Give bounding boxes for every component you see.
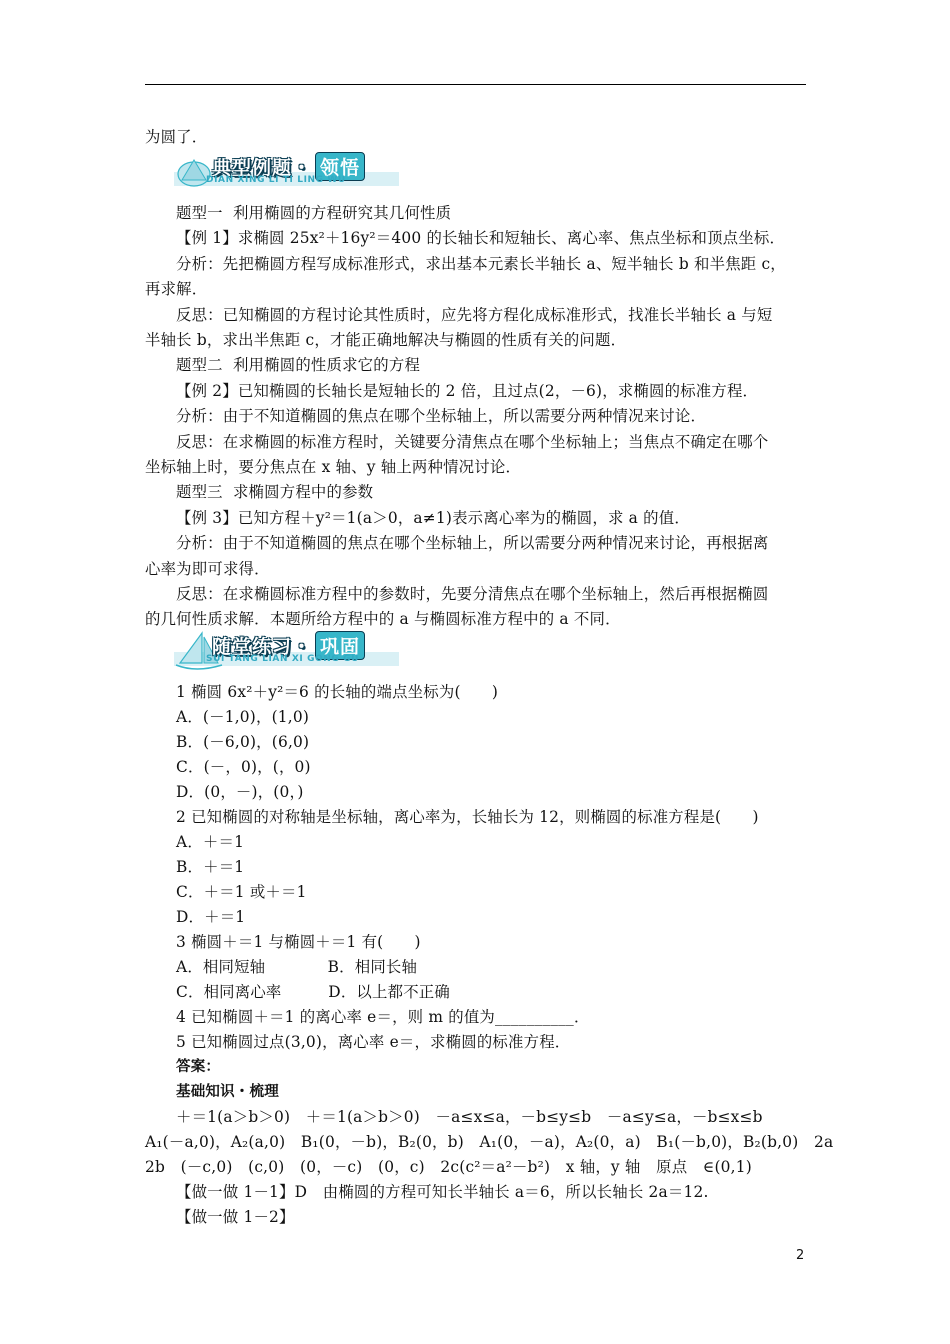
text-line: B．(－6,0)，(6,0) <box>176 733 310 751</box>
text-line: 分析：由于不知道椭圆的焦点在哪个坐标轴上，所以需要分两种情况来讨论． <box>176 407 707 426</box>
section-banner-examples <box>172 148 412 194</box>
text-line: A₁(－a,0)，A₂(a,0) B₁(0，－b)，B₂(0，b) A₁(0，－a)，A₂(0，a) B₁(－b,0)，B₂(b,0) 2a <box>145 1133 834 1151</box>
text-line: 分析：先把椭圆方程写成标准形式，求出基本元素长半轴长 a、短半轴长 b 和半焦距 c， <box>176 254 786 273</box>
text-line: 反思：已知椭圆的方程讨论其性质时，应先将方程化成标准形式，找准长半轴长 a 与短 <box>176 305 773 324</box>
text-line: A．相同短轴 B．相同长轴 <box>176 958 418 976</box>
text-line: 题型二 利用椭圆的性质求它的方程 <box>176 356 421 375</box>
text-line: D．＋＝1 <box>176 908 246 926</box>
banner-badge: 领悟 <box>315 152 365 181</box>
text-line: 的几何性质求解．本题所给方程中的 a 与椭圆标准方程中的 a 不同． <box>145 610 621 629</box>
header-rule <box>145 84 806 85</box>
banner-pinyin: SUI TANG LIAN XI GONG GU <box>206 654 360 664</box>
text-line: 分析：由于不知道椭圆的焦点在哪个坐标轴上，所以需要分两种情况来讨论，再根据离 <box>176 534 769 553</box>
text-line: A．＋＝1 <box>176 833 245 851</box>
text-line: C．(－，0)，(，0) <box>176 758 311 776</box>
text-line: 半轴长 b，求出半焦距 c，才能正确地解决与椭圆的性质有关的问题． <box>145 331 627 349</box>
text-line: D．(0，－)，(0，) <box>176 783 304 801</box>
text-line: 3 椭圆＋＝1 与椭圆＋＝1 有( ) <box>176 933 421 951</box>
text-line: 1 椭圆 6x²＋y²＝6 的长轴的端点坐标为( ) <box>176 683 499 701</box>
text-line: 题型三 求椭圆方程中的参数 <box>176 483 374 502</box>
text-line: 2 已知椭圆的对称轴是坐标轴，离心率为，长轴长为 12，则椭圆的标准方程是( ) <box>176 808 759 826</box>
section-banner-practice <box>172 627 412 673</box>
text-line: 反思：在求椭圆标准方程中的参数时，先要分清焦点在哪个坐标轴上，然后再根据椭圆 <box>176 585 769 603</box>
text-line: 【例 1】求椭圆 25x²＋16y²＝400 的长轴长和短轴长、离心率、焦点坐标和顶点坐标． <box>176 229 786 248</box>
banner-title: 随堂练习・ 巩固 <box>212 631 365 660</box>
text-line: 题型一 利用椭圆的方程研究其几何性质 <box>176 204 452 222</box>
text-line: 再求解． <box>145 280 208 299</box>
text-line: 2b (－c,0) (c,0) (0，－c) (0，c) 2c(c²＝a²－b²) x 轴，y 轴 原点 ∈(0,1) <box>145 1158 752 1176</box>
text-line: 【例 3】已知方程＋y²＝1(a＞0，a≠1)表示离心率为的椭圆，求 a 的值． <box>176 508 690 527</box>
banner-pinyin: DIAN XING LI TI LING WU <box>206 175 346 185</box>
text-line: A．(－1,0)，(1,0) <box>176 708 310 726</box>
text-line: 反思：在求椭圆的标准方程时，关键要分清焦点在哪个坐标轴上；当焦点不确定在哪个 <box>176 432 769 451</box>
banner-title: 典型例题・ 领悟 <box>212 152 365 181</box>
text-line: C．＋＝1 或＋＝1 <box>176 883 307 901</box>
text-line: 5 已知椭圆过点(3,0)，离心率 e＝，求椭圆的标准方程． <box>176 1033 571 1051</box>
text-line: C．相同离心率 D．以上都不正确 <box>176 983 450 1001</box>
banner-badge: 巩固 <box>315 631 365 660</box>
text-line: 4 已知椭圆＋＝1 的离心率 e＝，则 m 的值为__________． <box>176 1008 590 1026</box>
text-line: B．＋＝1 <box>176 858 245 876</box>
text-line: 答案： <box>176 1059 221 1075</box>
page-number: 2 <box>796 1248 805 1263</box>
intro-text: 为圆了． <box>145 128 208 146</box>
text-line: ＋＝1(a＞b＞0) ＋＝1(a＞b＞0) －a≤x≤a，－b≤y≤b －a≤y≤a，－b≤x≤b <box>176 1108 763 1126</box>
text-line: 心率为即可求得． <box>145 559 270 578</box>
text-line: 基础知识・梳理 <box>176 1084 279 1100</box>
text-line: 【例 2】已知椭圆的长轴长是短轴长的 2 倍，且过点(2，－6)，求椭圆的标准方程． <box>176 381 759 400</box>
text-line: 【做一做 1－1】D 由椭圆的方程可知长半轴长 a＝6，所以长轴长 2a＝12. <box>176 1183 709 1201</box>
text-line: 【做一做 1－2】 <box>176 1208 295 1226</box>
text-line: 坐标轴上时，要分焦点在 x 轴、y 轴上两种情况讨论． <box>145 458 522 476</box>
